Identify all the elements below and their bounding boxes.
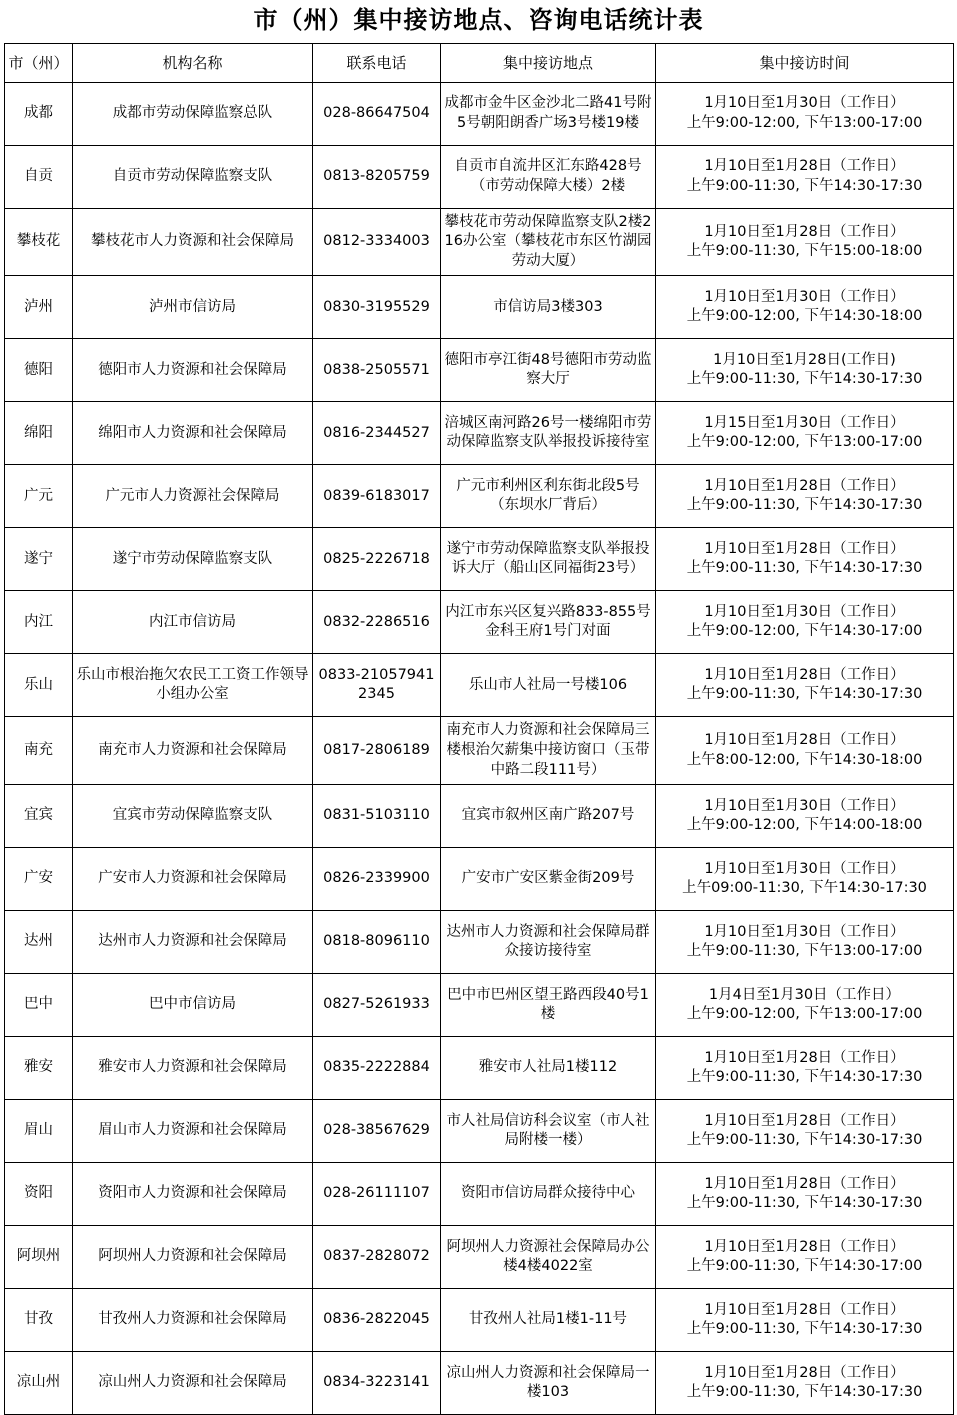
cell-phone: 0835-2222884 (313, 1037, 441, 1100)
table-row (5, 145, 954, 208)
cell-organization: 资阳市人力资源和社会保障局 (73, 1163, 313, 1226)
column-header-city: 市（州） (5, 43, 73, 82)
cell-phone: 0839-6183017 (313, 465, 441, 528)
cell-city: 阿坝州 (5, 1226, 73, 1289)
table-row (5, 528, 954, 591)
cell-organization: 甘孜州人力资源和社会保障局 (73, 1289, 313, 1352)
table-row (5, 465, 954, 528)
table-row (5, 1226, 954, 1289)
cell-phone: 0834-3223141 (313, 1352, 441, 1415)
cell-organization: 巴中市信访局 (73, 974, 313, 1037)
table-row (5, 654, 954, 717)
cell-time: 1月10日至1月28日（工作日） 上午9:00-11:30, 下午14:30-17:30 (656, 465, 954, 528)
cell-phone: 0825-2226718 (313, 528, 441, 591)
cell-city: 攀枝花 (5, 208, 73, 276)
table-header-row (5, 43, 954, 82)
cell-city: 甘孜 (5, 1289, 73, 1352)
table-row (5, 1289, 954, 1352)
cell-phone: 0818-8096110 (313, 911, 441, 974)
cell-city: 巴中 (5, 974, 73, 1037)
table-row (5, 785, 954, 848)
cell-phone: 0826-2339900 (313, 848, 441, 911)
cell-phone: 028-26111107 (313, 1163, 441, 1226)
table-row (5, 848, 954, 911)
cell-time: 1月10日至1月28日（工作日） 上午9:00-11:30, 下午14:30-17:30 (656, 1100, 954, 1163)
cell-organization: 自贡市劳动保障监察支队 (73, 145, 313, 208)
table-row (5, 717, 954, 785)
table-row (5, 82, 954, 145)
cell-city: 泸州 (5, 276, 73, 339)
cell-time: 1月10日至1月28日（工作日） 上午9:00-11:30, 下午14:30-17:00 (656, 1226, 954, 1289)
table-row (5, 1100, 954, 1163)
cell-time: 1月10日至1月28日（工作日） 上午8:00-12:00, 下午14:30-18:00 (656, 717, 954, 785)
cell-organization: 南充市人力资源和社会保障局 (73, 717, 313, 785)
cell-organization: 绵阳市人力资源和社会保障局 (73, 402, 313, 465)
cell-place: 雅安市人社局1楼112 (441, 1037, 656, 1100)
cell-city: 内江 (5, 591, 73, 654)
cell-city: 成都 (5, 82, 73, 145)
cell-place: 宜宾市叙州区南广路207号 (441, 785, 656, 848)
table-header (5, 43, 954, 82)
cell-time: 1月4日至1月30日（工作日） 上午9:00-12:00, 下午13:00-17:00 (656, 974, 954, 1037)
cell-organization: 攀枝花市人力资源和社会保障局 (73, 208, 313, 276)
table-row (5, 1037, 954, 1100)
cell-city: 凉山州 (5, 1352, 73, 1415)
cell-organization: 乐山市根治拖欠农民工工资工作领导小组办公室 (73, 654, 313, 717)
cell-place: 成都市金牛区金沙北二路41号附5号朝阳朗香广场3号楼19楼 (441, 82, 656, 145)
cell-city: 眉山 (5, 1100, 73, 1163)
cell-phone: 028-86647504 (313, 82, 441, 145)
cell-time: 1月10日至1月30日（工作日） 上午9:00-12:00, 下午14:00-18:00 (656, 785, 954, 848)
cell-city: 绵阳 (5, 402, 73, 465)
cell-place: 阿坝州人力资源社会保障局办公楼4楼4022室 (441, 1226, 656, 1289)
cell-organization: 阿坝州人力资源和社会保障局 (73, 1226, 313, 1289)
cell-place: 德阳市亭江街48号德阳市劳动监察大厅 (441, 339, 656, 402)
cell-time: 1月10日至1月30日（工作日） 上午9:00-12:00, 下午14:30-18:00 (656, 276, 954, 339)
cell-organization: 内江市信访局 (73, 591, 313, 654)
cell-phone: 0838-2505571 (313, 339, 441, 402)
cell-time: 1月15日至1月30日（工作日） 上午9:00-12:00, 下午13:00-17:00 (656, 402, 954, 465)
cell-place: 南充市人力资源和社会保障局三楼根治欠薪集中接访窗口（玉带中路二段111号） (441, 717, 656, 785)
cell-time: 1月10日至1月30日（工作日） 上午9:00-12:00, 下午13:00-17:00 (656, 82, 954, 145)
table-row (5, 911, 954, 974)
cell-phone: 0812-3334003 (313, 208, 441, 276)
table-row (5, 339, 954, 402)
visit-locations-table (4, 43, 954, 1415)
table-row (5, 974, 954, 1037)
table-row (5, 591, 954, 654)
cell-time: 1月10日至1月28日（工作日） 上午9:00-11:30, 下午14:30-17:30 (656, 528, 954, 591)
cell-place: 广安市广安区紫金街209号 (441, 848, 656, 911)
cell-phone: 028-38567629 (313, 1100, 441, 1163)
cell-place: 巴中市巴州区望王路西段40号1楼 (441, 974, 656, 1037)
cell-city: 雅安 (5, 1037, 73, 1100)
cell-time: 1月10日至1月30日（工作日） 上午9:00-12:00, 下午14:30-17:00 (656, 591, 954, 654)
cell-time: 1月10日至1月28日（工作日） 上午9:00-11:30, 下午14:30-17:30 (656, 1037, 954, 1100)
cell-organization: 雅安市人力资源和社会保障局 (73, 1037, 313, 1100)
table-body (5, 82, 954, 1414)
cell-city: 达州 (5, 911, 73, 974)
cell-place: 遂宁市劳动保障监察支队举报投诉大厅（船山区同福街23号） (441, 528, 656, 591)
table-row (5, 402, 954, 465)
cell-organization: 广元市人力资源社会保障局 (73, 465, 313, 528)
cell-time: 1月10日至1月28日（工作日） 上午9:00-11:30, 下午14:30-17:30 (656, 1289, 954, 1352)
cell-city: 广元 (5, 465, 73, 528)
cell-time: 1月10日至1月28日（工作日） 上午9:00-11:30, 下午14:30-17:30 (656, 1352, 954, 1415)
column-header-phone: 联系电话 (313, 43, 441, 82)
cell-organization: 眉山市人力资源和社会保障局 (73, 1100, 313, 1163)
cell-organization: 宜宾市劳动保障监察支队 (73, 785, 313, 848)
cell-place: 市信访局3楼303 (441, 276, 656, 339)
cell-phone: 0816-2344527 (313, 402, 441, 465)
cell-phone: 0827-5261933 (313, 974, 441, 1037)
cell-organization: 广安市人力资源和社会保障局 (73, 848, 313, 911)
cell-place: 凉山州人力资源和社会保障局一楼103 (441, 1352, 656, 1415)
cell-place: 达州市人力资源和社会保障局群众接访接待室 (441, 911, 656, 974)
table-row (5, 1352, 954, 1415)
cell-phone: 0836-2822045 (313, 1289, 441, 1352)
cell-place: 甘孜州人社局1楼1-11号 (441, 1289, 656, 1352)
column-header-place: 集中接访地点 (441, 43, 656, 82)
cell-time: 1月10日至1月28日（工作日） 上午9:00-11:30, 下午14:30-17:30 (656, 1163, 954, 1226)
cell-city: 自贡 (5, 145, 73, 208)
cell-phone: 0817-2806189 (313, 717, 441, 785)
cell-city: 南充 (5, 717, 73, 785)
cell-place: 广元市利州区利东街北段5号（东坝水厂背后） (441, 465, 656, 528)
cell-organization: 成都市劳动保障监察总队 (73, 82, 313, 145)
cell-phone: 0832-2286516 (313, 591, 441, 654)
cell-place: 攀枝花市劳动保障监察支队2楼216办公室（攀枝花市东区竹湖园劳动大厦） (441, 208, 656, 276)
table-row (5, 276, 954, 339)
cell-place: 涪城区南河路26号一楼绵阳市劳动保障监察支队举报投诉接待室 (441, 402, 656, 465)
cell-organization: 泸州市信访局 (73, 276, 313, 339)
cell-time: 1月10日至1月28日（工作日） 上午9:00-11:30, 下午15:00-18:00 (656, 208, 954, 276)
cell-organization: 达州市人力资源和社会保障局 (73, 911, 313, 974)
cell-time: 1月10日至1月28日(工作日) 上午9:00-11:30, 下午14:30-17:30 (656, 339, 954, 402)
cell-place: 内江市东兴区复兴路833-855号金科王府1号门对面 (441, 591, 656, 654)
cell-organization: 德阳市人力资源和社会保障局 (73, 339, 313, 402)
cell-city: 德阳 (5, 339, 73, 402)
cell-time: 1月10日至1月28日（工作日） 上午9:00-11:30, 下午14:30-17:30 (656, 654, 954, 717)
cell-organization: 遂宁市劳动保障监察支队 (73, 528, 313, 591)
page-title: 市（州）集中接访地点、咨询电话统计表 (253, 5, 704, 34)
cell-city: 乐山 (5, 654, 73, 717)
cell-time: 1月10日至1月30日（工作日） 上午09:00-11:30, 下午14:30-17:30 (656, 848, 954, 911)
column-header-organization: 机构名称 (73, 43, 313, 82)
cell-organization: 凉山州人力资源和社会保障局 (73, 1352, 313, 1415)
cell-place: 市人社局信访科会议室（市人社局附楼一楼） (441, 1100, 656, 1163)
cell-phone: 0837-2828072 (313, 1226, 441, 1289)
cell-phone: 0813-8205759 (313, 145, 441, 208)
cell-phone: 0831-5103110 (313, 785, 441, 848)
cell-time: 1月10日至1月28日（工作日） 上午9:00-11:30, 下午14:30-17:30 (656, 145, 954, 208)
column-header-time: 集中接访时间 (656, 43, 954, 82)
cell-place: 资阳市信访局群众接待中心 (441, 1163, 656, 1226)
cell-place: 自贡市自流井区汇东路428号（市劳动保障大楼）2楼 (441, 145, 656, 208)
cell-city: 宜宾 (5, 785, 73, 848)
cell-city: 资阳 (5, 1163, 73, 1226)
cell-time: 1月10日至1月30日（工作日） 上午9:00-11:30, 下午13:00-17:00 (656, 911, 954, 974)
cell-city: 遂宁 (5, 528, 73, 591)
cell-place: 乐山市人社局一号楼106 (441, 654, 656, 717)
cell-phone: 0830-3195529 (313, 276, 441, 339)
cell-phone: 0833-210579412345 (313, 654, 441, 717)
table-row (5, 208, 954, 276)
table-row (5, 1163, 954, 1226)
cell-city: 广安 (5, 848, 73, 911)
